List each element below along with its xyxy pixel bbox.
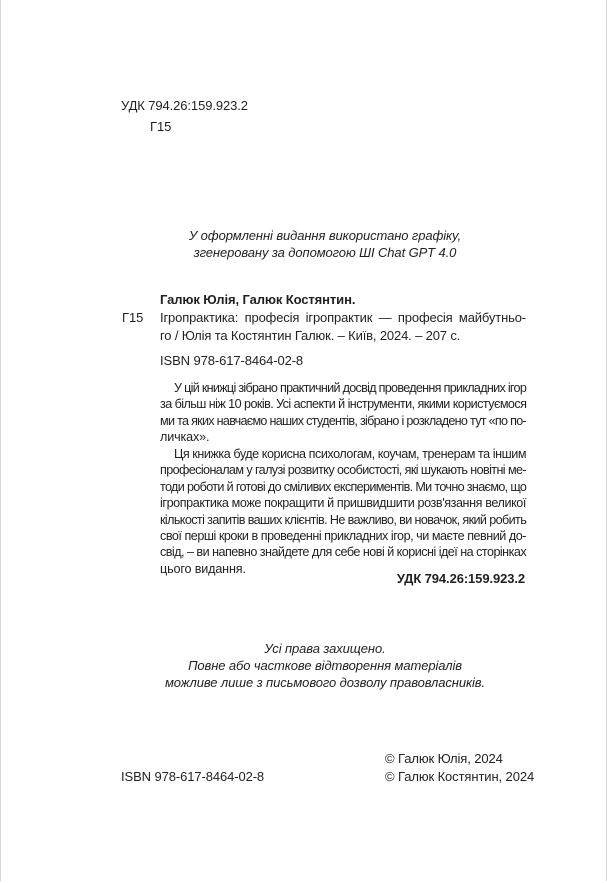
graphics-note-line-1: У оформленні видання використано графіку, bbox=[188, 228, 462, 243]
card-title-line-1: Ігропрактика: професія ігропрактик — професія майбутньо- bbox=[160, 310, 526, 325]
annotation-p2-line-3: тоди роботи й готові до сміливих експериментів. Ми точно знаємо, що bbox=[160, 479, 527, 494]
card-title-line-2: го / Юлія та Костянтин Галюк. – Київ, 2024. – 207 с. bbox=[160, 328, 461, 343]
rights-note-line-2: Повне або часткове відтворення матеріалів bbox=[188, 658, 462, 673]
class-header: Г15 bbox=[150, 119, 172, 134]
card-udk-footer: УДК 794.26:159.923.2 bbox=[396, 571, 525, 586]
annotation-p2-line-1: Ця книжка буде корисна психологам, коучам, тренерам та іншим bbox=[174, 447, 527, 461]
annotation-p2-line-2: професіоналам у галузі розвитку особистості, які шукають новітні ме- bbox=[160, 463, 526, 478]
card-title bbox=[160, 309, 526, 345]
copyright-line-2: © Галюк Костянтин, 2024 bbox=[385, 769, 535, 784]
annotation-p2-line-5: кількості запитів ваших клієнтів. Не важливо, ви новачок, який робить bbox=[160, 512, 527, 527]
annotation-p1-line-3: ми та яких навчаємо наших студентів, зібрано і розкладено тут «по по- bbox=[160, 413, 526, 428]
annotation-p1-line-2: за більш ніж 10 років. Усі аспекти й інструменти, якими користуємося bbox=[160, 397, 527, 412]
copyright-line-1: © Галюк Юлія, 2024 bbox=[385, 751, 503, 766]
card-isbn: ISBN 978-617-8464-02-8 bbox=[160, 353, 304, 368]
annotation-p2-line-8: цього видання. bbox=[160, 561, 246, 576]
annotation-p2-line-6: свої перші кроки в проведенні прикладних ігор, чи маєте певний до- bbox=[160, 529, 526, 544]
graphics-note-line-2: згенеровану за допомогою ШІ Chat GPT 4.0 bbox=[193, 245, 457, 260]
udk-header: УДК 794.26:159.923.2 bbox=[121, 98, 248, 113]
annotation-p1-line-1: У цій книжці зібрано практичний досвід проведення прикладних ігор bbox=[174, 381, 527, 395]
card-authors: Галюк Юлія, Галюк Костянтин. bbox=[160, 292, 356, 307]
card-class-mark: Г15 bbox=[122, 310, 144, 325]
bottom-isbn: ISBN 978-617-8464-02-8 bbox=[121, 769, 265, 784]
annotation-paragraph-1 bbox=[160, 380, 526, 446]
annotation-p2-line-7: свід, – ви напевно знайдете для себе нові й корисні ідеї на сторінках bbox=[160, 545, 527, 560]
annotation-paragraph-2 bbox=[160, 446, 526, 577]
annotation-p1-line-4: личках». bbox=[160, 430, 210, 445]
rights-note-line-3: можливе лише з письмового дозволу правовласників. bbox=[165, 675, 485, 690]
annotation-p2-line-4: ігропрактика може покращити й пришвидшити розв'язання великої bbox=[160, 496, 526, 511]
rights-note-line-1: Усі права захищено. bbox=[264, 641, 386, 656]
